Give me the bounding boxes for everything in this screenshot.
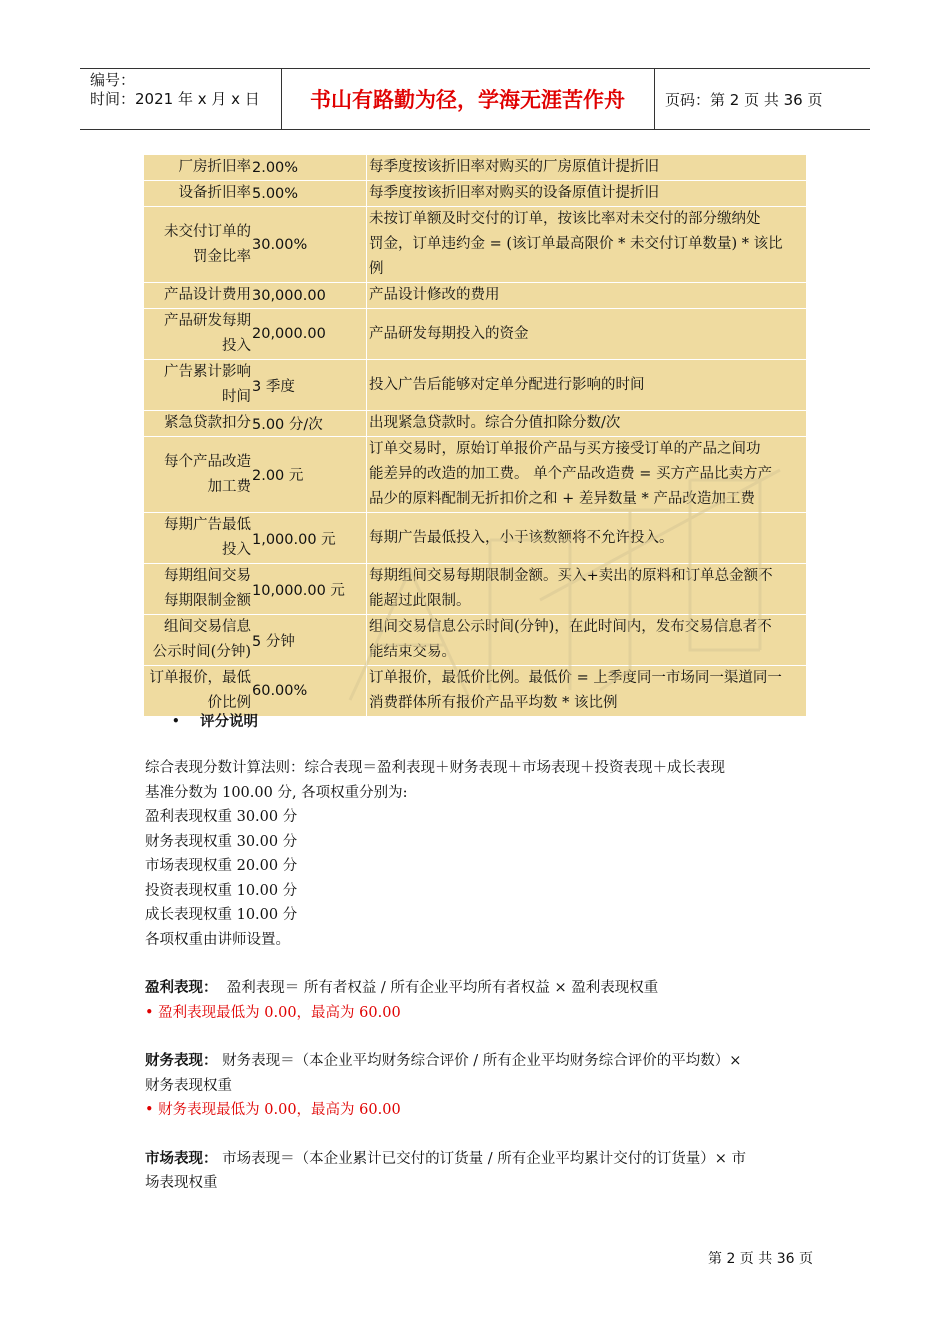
section-heading: 评分说明 (200, 714, 258, 730)
parameter-name (144, 564, 251, 614)
finance-formula-cont: 财务表现权重 (145, 1077, 232, 1094)
parameter-value: 5 分钟 (252, 633, 295, 650)
parameter-description-line: 每期广告最低投入，小于该数额将不允许投入。 (369, 529, 674, 546)
profit-paragraph (145, 976, 810, 1001)
parameter-value: 2.00% (252, 159, 299, 176)
parameter-name-line: 投入 (222, 542, 251, 558)
parameter-description (366, 615, 806, 665)
parameter-name (144, 155, 251, 180)
parameter-row (144, 206, 806, 282)
parameter-name (144, 360, 251, 410)
parameter-name-line: 订单报价，最低 (149, 670, 251, 686)
header-meta (90, 71, 280, 109)
parameter-description-line: 组间交易信息公示时间(分钟)，在此时间内，发布交易信息者不 (369, 619, 772, 635)
parameter-description (366, 309, 806, 359)
parameter-row (144, 308, 806, 359)
parameter-name-line: 广告累计影响 (164, 364, 251, 380)
finance-paragraph (145, 1049, 810, 1074)
weight-line: 投资表现权重 10.00 分 (145, 882, 298, 899)
parameter-name (144, 513, 251, 563)
profit-note: • 盈利表现最低为 0.00，最高为 60.00 (145, 1004, 401, 1021)
finance-label: 财务表现： (145, 1053, 218, 1069)
parameter-description (366, 360, 806, 410)
parameter-value: 10,000.00 元 (252, 582, 345, 599)
parameter-name (144, 437, 251, 512)
parameter-row (144, 155, 806, 180)
header-motto: 书山有路勤为径，学海无涯苦作舟 (310, 88, 625, 112)
parameter-name-line: 每期广告最低 (164, 517, 251, 533)
parameter-description (366, 283, 806, 308)
parameter-description (366, 437, 806, 512)
parameter-value: 2.00 元 (252, 468, 304, 484)
parameter-value: 20,000.00 (252, 326, 326, 342)
parameter-name-line: 每期组间交易 (164, 568, 251, 584)
parameter-name (144, 181, 251, 206)
parameter-description-line: 例 (369, 261, 384, 277)
parameter-value: 5.00 分/次 (252, 417, 323, 433)
parameter-description (366, 666, 806, 716)
parameter-name-line: 厂房折旧率 (178, 159, 251, 175)
parameter-description-line: 订单报价，最低价比例。最低价 = 上季度同一市场同一渠道同一 (369, 670, 782, 686)
parameter-table (144, 155, 806, 716)
parameter-description (366, 564, 806, 614)
parameter-row (144, 359, 806, 410)
parameter-value: 60.00% (252, 683, 308, 699)
parameter-description-line: 罚金，订单违约金 = (该订单最高限价 * 未交付订单数量) * 该比 (369, 236, 783, 252)
weight-line: 盈利表现权重 30.00 分 (145, 809, 298, 825)
market-formula-cont: 场表现权重 (145, 1175, 218, 1191)
parameter-name (144, 283, 251, 308)
profit-label: 盈利表现： (145, 980, 218, 996)
parameter-description-line: 消费群体所有报价产品平均数 * 该比例 (369, 695, 618, 711)
weights-set-by: 各项权重由讲师设置。 (145, 931, 290, 948)
scoring-base: 基准分数为 100.00 分, 各项权重分别为: (145, 784, 408, 801)
parameter-name-line: 价比例 (207, 695, 251, 711)
weight-line: 财务表现权重 30.00 分 (145, 833, 298, 850)
parameter-name-line: 投入 (222, 338, 251, 354)
weight-line: 市场表现权重 20.00 分 (145, 858, 298, 874)
scoring-formula: 综合表现分数计算法则：综合表现＝盈利表现＋财务表现＋市场表现＋投资表现＋成长表现 (145, 760, 725, 776)
parameter-description-line: 能差异的改造的加工费。 单个产品改造费 = 买方产品比卖方产 (369, 466, 772, 482)
parameter-row (144, 512, 806, 563)
date-line: 时间：2021 年 x 月 x 日 (90, 90, 260, 108)
parameter-description-line: 每季度按该折旧率对购买的设备原值计提折旧 (369, 185, 659, 201)
header-page-code: 页码：第 2 页 共 36 页 (665, 90, 823, 109)
parameter-name (144, 207, 251, 282)
parameter-name-line: 产品研发每期 (164, 313, 251, 329)
page-header (80, 68, 870, 130)
parameter-description-line: 产品设计修改的费用 (369, 287, 500, 303)
parameter-name-line: 产品设计费用 (164, 287, 251, 303)
scoring-section (145, 756, 810, 1196)
parameter-name-line: 每期限制金额 (164, 593, 251, 609)
parameter-value: 5.00% (252, 185, 299, 202)
market-label: 市场表现： (145, 1150, 218, 1167)
parameter-description-line: 订单交易时，原始订单报价产品与买方接受订单的产品之间功 (369, 441, 761, 457)
parameter-value: 30.00% (252, 236, 308, 253)
profit-formula: 盈利表现＝ 所有者权益 / 所有企业平均所有者权益 × 盈利表现权重 (217, 980, 659, 996)
parameter-name-line: 未交付订单的 (164, 223, 251, 240)
parameter-description (366, 181, 806, 206)
parameter-description (366, 207, 806, 282)
parameter-description-line: 出现紧急贷款时。综合分值扣除分数/次 (369, 415, 621, 431)
parameter-name-line: 设备折旧率 (178, 185, 251, 201)
parameter-row (144, 436, 806, 512)
number-label: 编号： (90, 71, 136, 89)
parameter-description-line: 能结束交易。 (369, 644, 456, 660)
parameter-name-line: 公示时间(分钟) (152, 644, 251, 660)
parameter-name-line: 罚金比率 (193, 248, 251, 265)
parameter-name (144, 615, 251, 665)
parameter-description-line: 每期组间交易每期限制金额。买入+卖出的原料和订单总金额不 (369, 568, 773, 584)
bullet-icon: • (172, 713, 180, 728)
parameter-row (144, 563, 806, 614)
parameter-description-line: 未按订单额及时交付的订单，按该比率对未交付的部分缴纳处 (369, 211, 761, 227)
parameter-name-line: 时间 (222, 389, 251, 405)
parameter-name (144, 309, 251, 359)
parameter-row (144, 180, 806, 206)
parameter-description (366, 155, 806, 180)
page-footer: 第 2 页 共 36 页 (708, 1251, 813, 1267)
parameter-name-line: 组间交易信息 (164, 619, 251, 635)
parameter-description-line: 每季度按该折旧率对购买的厂房原值计提折旧 (369, 159, 659, 175)
parameter-value: 30,000.00 (252, 287, 326, 304)
parameter-description-line: 能超过此限制。 (369, 593, 471, 609)
parameter-description (366, 513, 806, 563)
parameter-name (144, 666, 251, 716)
parameter-description-line: 品少的原料配制无折扣价之和 + 差异数量 * 产品改造加工费 (369, 491, 755, 507)
section-heading-row (172, 710, 258, 731)
parameter-row (144, 614, 806, 665)
header-divider (654, 69, 655, 129)
finance-note: • 财务表现最低为 0.00，最高为 60.00 (145, 1102, 401, 1118)
parameter-name-line: 每个产品改造 (164, 453, 251, 470)
parameter-value: 3 季度 (252, 378, 295, 395)
market-paragraph (145, 1147, 810, 1172)
parameter-name (144, 411, 251, 436)
parameter-value: 1,000.00 元 (252, 531, 336, 548)
parameter-row (144, 282, 806, 308)
parameter-row (144, 665, 806, 716)
parameter-description (366, 411, 806, 436)
parameter-name-line: 紧急贷款扣分 (164, 415, 251, 431)
weight-line: 成长表现权重 10.00 分 (145, 907, 298, 923)
finance-formula: 财务表现＝（本企业平均财务综合评价 / 所有企业平均财务综合评价的平均数）× (217, 1053, 742, 1069)
parameter-description-line: 投入广告后能够对定单分配进行影响的时间 (369, 376, 645, 393)
market-formula: 市场表现＝（本企业累计已交付的订货量 / 所有企业平均累计交付的订货量）× 市 (217, 1150, 746, 1167)
parameter-name-line: 加工费 (207, 478, 251, 495)
parameter-row (144, 410, 806, 436)
parameter-description-line: 产品研发每期投入的资金 (369, 325, 529, 342)
